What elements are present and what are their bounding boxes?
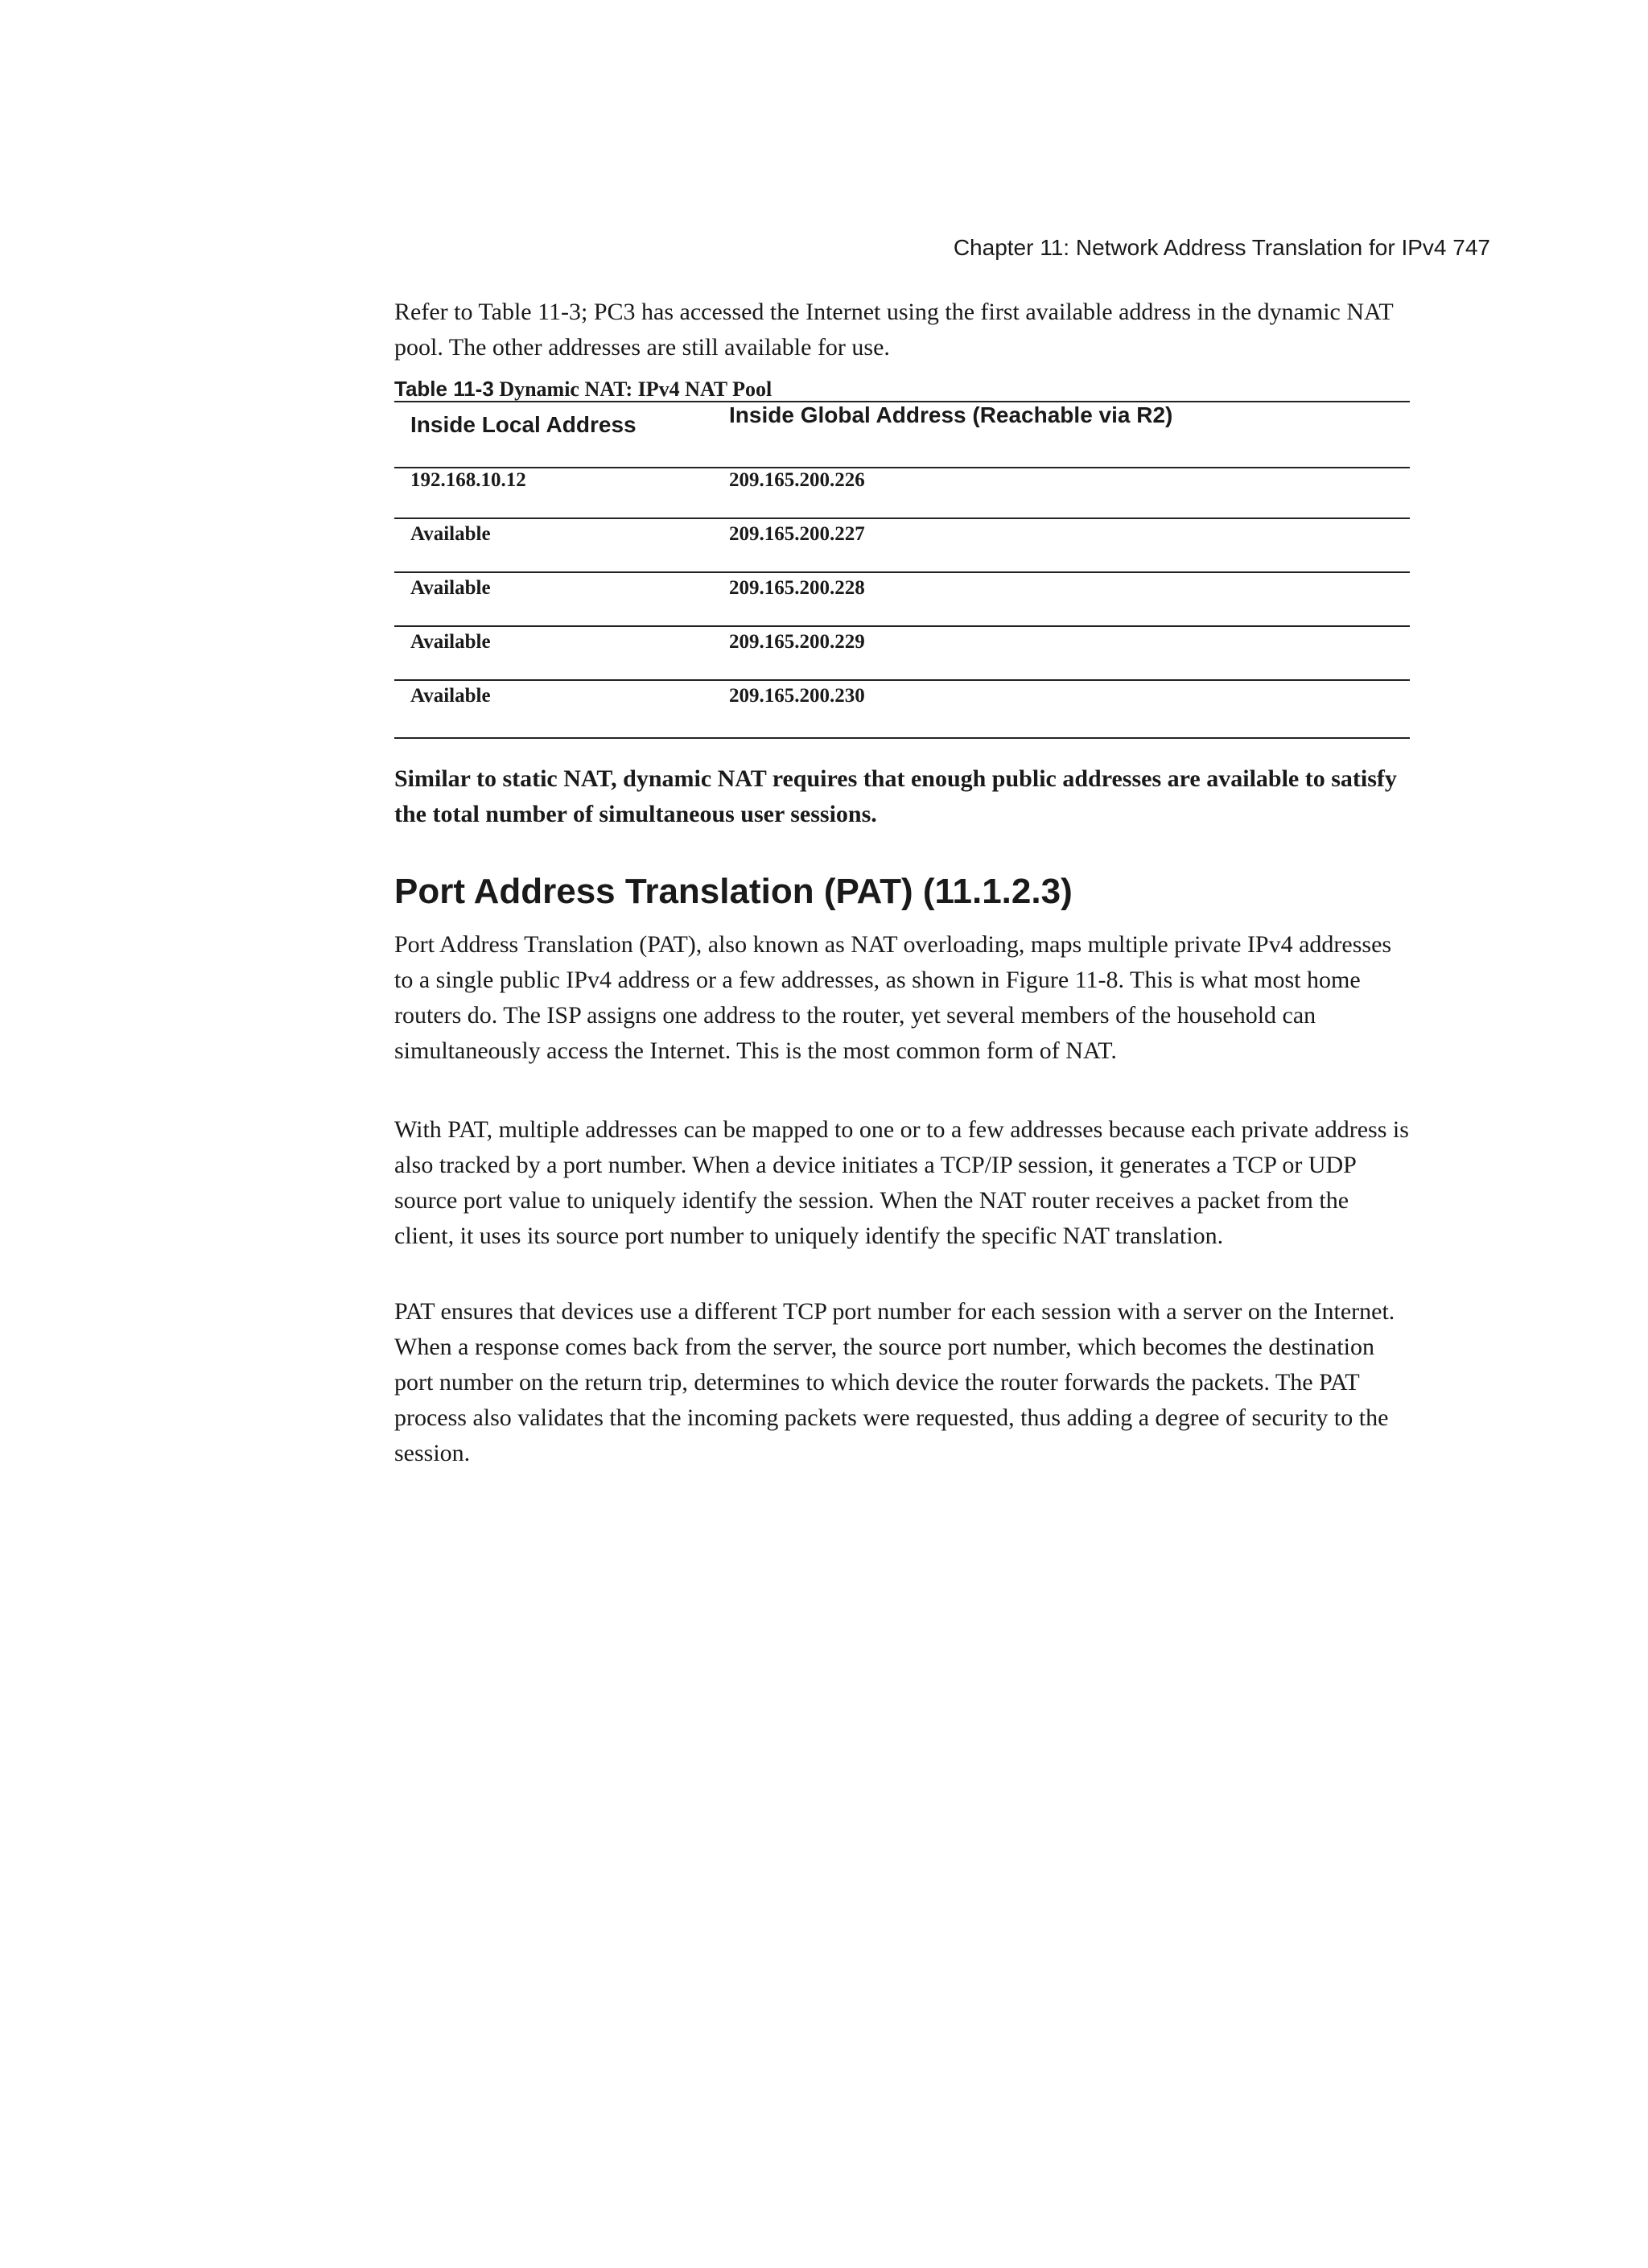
section-heading: Port Address Translation (PAT) (11.1.2.3) xyxy=(394,872,1073,911)
table-header-row xyxy=(394,402,1410,468)
table-row xyxy=(394,518,1410,572)
table-cell-inside-local: Available xyxy=(394,626,713,680)
nat-pool-table xyxy=(394,401,1410,739)
table-row xyxy=(394,572,1410,626)
table-caption xyxy=(394,377,1410,401)
table-row xyxy=(394,680,1410,738)
table-row xyxy=(394,626,1410,680)
table-cell-inside-local: Available xyxy=(410,685,491,707)
body-paragraph: Port Address Translation (PAT), also known as NAT overloading, maps multiple private IPv4 addresses to a single public IPv4 address or a few addresses, as shown in Figure 11-8. This is what most home routers do. The ISP assigns one address to the router, yet several members of the household can simultaneously access the Internet. This is the most common form of NAT. xyxy=(394,931,1392,1064)
table-caption-title: Dynamic NAT: IPv4 NAT Pool xyxy=(499,377,772,401)
table-caption-label: Table 11-3 xyxy=(394,377,494,401)
table-cell-inside-global: 209.165.200.227 xyxy=(713,518,1410,572)
note-paragraph: Similar to static NAT, dynamic NAT requires that enough public addresses are available to satisfy the total number of simultaneous user sessions. xyxy=(394,765,1397,827)
body-paragraph: With PAT, multiple addresses can be mapped to one or to a few addresses because each private address is also tracked by a port number. When a device initiates a TCP/IP session, it generates a TCP or UDP source port value to uniquely identify the session. When the NAT router receives a packet from the client, it uses its source port number to uniquely identify the specific NAT translation. xyxy=(394,1116,1409,1249)
column-header-inside-local: Inside Local Address xyxy=(394,402,713,468)
column-header-inside-global: Inside Global Address (Reachable via R2) xyxy=(713,402,1410,468)
body-paragraph: PAT ensures that devices use a different TCP port number for each session with a server on the Internet. When a response comes back from the server, the source port number, which becomes the destination port number on the return trip, determines to which device the router forwards the packets. The PAT process also validates that the incoming packets were requested, thus adding a degree of security to the session. xyxy=(394,1298,1395,1466)
table-cell-inside-global: 209.165.200.229 xyxy=(713,626,1410,680)
intro-paragraph: Refer to Table 11-3; PC3 has accessed the Internet using the first available address in the dynamic NAT pool. The other addresses are still available for use. xyxy=(394,299,1394,361)
nat-pool-table-block xyxy=(394,377,1410,739)
table-cell-inside-global: 209.165.200.230 xyxy=(729,685,865,707)
table-cell-inside-local: Available xyxy=(394,518,713,572)
table-row xyxy=(394,468,1410,518)
table-cell-inside-local: Available xyxy=(394,572,713,626)
running-head: Chapter 11: Network Address Translation for IPv4 747 xyxy=(953,235,1490,260)
table-cell-inside-global: 209.165.200.228 xyxy=(713,572,1410,626)
table-cell-inside-local: 192.168.10.12 xyxy=(394,468,713,518)
table-cell-inside-global: 209.165.200.226 xyxy=(713,468,1410,518)
